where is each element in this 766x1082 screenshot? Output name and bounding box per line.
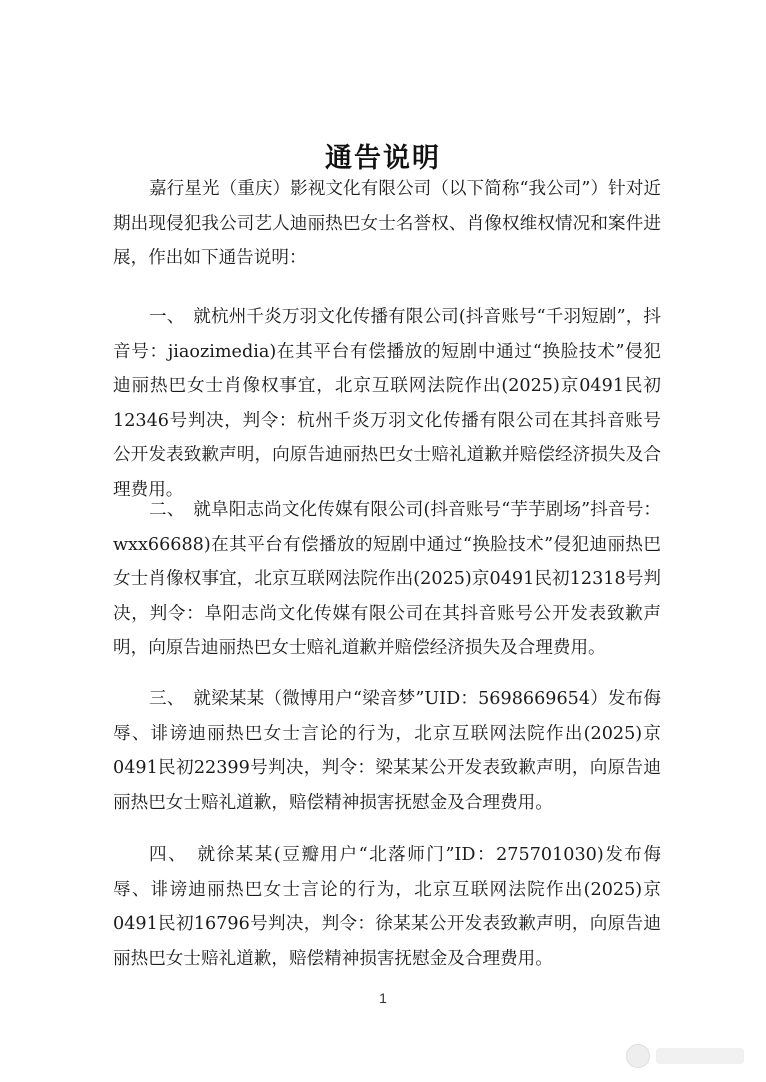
page-number: 1 — [379, 990, 387, 1006]
notice-item-3: 三、 就梁某某（微博用户“梁音梦”UID：5698669654）发布侮辱、诽谤迪丽热巴女士言论的行为，北京互联网法院作出(2025)京0491民初22399号判决，判令：梁某某公开发表致歉声明，向原告迪丽热巴女士赔礼道歉，赔偿精神损害抚慰金及合理费用。 — [113, 689, 661, 813]
notice-item-4: 四、 就徐某某(豆瓣用户“北落师门”ID：275701030)发布侮辱、诽谤迪丽热巴女士言论的行为，北京互联网法院作出(2025)京0491民初16796号判决，判令：徐某某公开发表致歉声明，向原告迪丽热巴女士赔礼道歉，赔偿精神损害抚慰金及合理费用。 — [113, 845, 661, 969]
watermark-handle — [656, 1048, 744, 1064]
notice-item-1: 一、 就杭州千炎万羽文化传播有限公司(抖音账号“千羽短剧”，抖音号：jiaozimedia)在其平台有偿播放的短剧中通过“换脸技术”侵犯迪丽热巴女士肖像权事宜，北京互联网法院作出(2025)京0491民初12346号判决，判令：杭州千炎万羽文化传播有限公司在其抖音账号公开发表致歉声明，向原告迪丽热巴女士赔礼道歉并赔偿经济损失及合理费用。 — [113, 307, 661, 500]
watermark — [626, 1044, 744, 1068]
intro-paragraph: 嘉行星光（重庆）影视文化有限公司（以下简称“我公司”）针对近期出现侵犯我公司艺人迪丽热巴女士名誉权、肖像权维权情况和案件进展，作出如下通告说明： — [113, 179, 661, 268]
document-title: 通告说明 — [325, 143, 441, 175]
watermark-logo-icon — [626, 1044, 650, 1068]
notice-item-2: 二、 就阜阳志尚文化传媒有限公司(抖音账号“芋芋剧场”抖音号：wxx66688)在其平台有偿播放的短剧中通过“换脸技术”侵犯迪丽热巴女士肖像权事宜，北京互联网法院作出(2025)京0491民初12318号判决，判令：阜阳志尚文化传媒有限公司在其抖音账号公开发表致歉声明，向原告迪丽热巴女士赔礼道歉并赔偿经济损失及合理费用。 — [113, 500, 661, 658]
